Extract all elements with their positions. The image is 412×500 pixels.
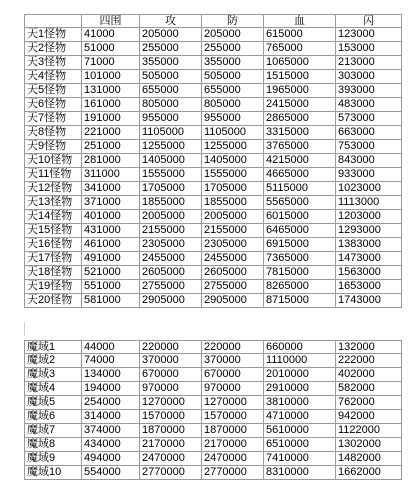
cell-siwei[interactable]: 401000 — [82, 210, 140, 224]
cell-gong[interactable]: 505000 — [140, 70, 202, 84]
cell-gong[interactable]: 2470000 — [140, 452, 202, 466]
cell-siwei[interactable]: 51000 — [82, 42, 140, 56]
cell-name[interactable]: 魔域3 — [24, 368, 82, 382]
cell-xue[interactable]: 615000 — [264, 28, 336, 42]
cell-fang[interactable]: 670000 — [202, 368, 264, 382]
tian-row — [0, 112, 412, 126]
cell-shan[interactable]: 1113000 — [336, 196, 402, 210]
cell-gong[interactable]: 255000 — [140, 42, 202, 56]
tian-row — [0, 140, 412, 154]
tian-row — [0, 294, 412, 308]
cell-shan[interactable]: 222000 — [336, 354, 402, 368]
cell-name[interactable]: 天20怪物 — [24, 294, 82, 308]
moyu-row — [0, 368, 412, 382]
cell-gong[interactable]: 2305000 — [140, 238, 202, 252]
cell-siwei[interactable]: 191000 — [82, 112, 140, 126]
cell-name[interactable]: 天16怪物 — [24, 238, 82, 252]
moyu-row — [0, 396, 412, 410]
cell-name[interactable]: 魔域10 — [24, 466, 82, 480]
cell-xue[interactable]: 4215000 — [264, 154, 336, 168]
cell-name[interactable]: 天6怪物 — [24, 98, 82, 112]
cell-fang[interactable]: 1555000 — [202, 168, 264, 182]
moyu-row — [0, 410, 412, 424]
cell-gong[interactable]: 1255000 — [140, 140, 202, 154]
cell-xue[interactable]: 1110000 — [264, 354, 336, 368]
cell-gong[interactable]: 1270000 — [140, 396, 202, 410]
cell-xue[interactable]: 2415000 — [264, 98, 336, 112]
cell-fang[interactable]: 2305000 — [202, 238, 264, 252]
cell-shan[interactable]: 1122000 — [336, 424, 402, 438]
cell-siwei[interactable]: 71000 — [82, 56, 140, 70]
cell-gong[interactable]: 2755000 — [140, 280, 202, 294]
cell-gong[interactable]: 1570000 — [140, 410, 202, 424]
cell-fang[interactable]: 1105000 — [202, 126, 264, 140]
cell-shan[interactable]: 753000 — [336, 140, 402, 154]
cell-xue[interactable]: 6510000 — [264, 438, 336, 452]
cell-siwei[interactable]: 431000 — [82, 224, 140, 238]
tian-row — [0, 280, 412, 294]
moyu-row — [0, 382, 412, 396]
cell-fang[interactable]: 955000 — [202, 112, 264, 126]
cell-shan[interactable]: 483000 — [336, 98, 402, 112]
cell-xue[interactable]: 1965000 — [264, 84, 336, 98]
cell-xue[interactable]: 6915000 — [264, 238, 336, 252]
cell-shan[interactable]: 393000 — [336, 84, 402, 98]
cell-name[interactable]: 魔域7 — [24, 424, 82, 438]
cell-xue[interactable]: 3315000 — [264, 126, 336, 140]
cell-shan[interactable]: 402000 — [336, 368, 402, 382]
cell-fang[interactable]: 2155000 — [202, 224, 264, 238]
cell-xue[interactable]: 6465000 — [264, 224, 336, 238]
cell-shan[interactable]: 942000 — [336, 410, 402, 424]
cell-name[interactable]: 魔域6 — [24, 410, 82, 424]
cell-fang[interactable]: 255000 — [202, 42, 264, 56]
cell-siwei[interactable]: 341000 — [82, 182, 140, 196]
cell-siwei[interactable]: 491000 — [82, 252, 140, 266]
cell-gong[interactable]: 655000 — [140, 84, 202, 98]
cell-xue[interactable]: 4710000 — [264, 410, 336, 424]
tian-row — [0, 126, 412, 140]
cell-name[interactable]: 天4怪物 — [24, 70, 82, 84]
cell-fang[interactable]: 1705000 — [202, 182, 264, 196]
cell-shan[interactable]: 1473000 — [336, 252, 402, 266]
cell-siwei[interactable]: 494000 — [82, 452, 140, 466]
cell-siwei[interactable]: 254000 — [82, 396, 140, 410]
cell-name[interactable]: 天17怪物 — [24, 252, 82, 266]
cell-fang[interactable]: 1255000 — [202, 140, 264, 154]
cell-gong[interactable]: 1855000 — [140, 196, 202, 210]
moyu-row — [0, 452, 412, 466]
tian-row — [0, 196, 412, 210]
cell-siwei[interactable]: 581000 — [82, 294, 140, 308]
cell-fang[interactable]: 205000 — [202, 28, 264, 42]
cell-xue[interactable]: 1065000 — [264, 56, 336, 70]
moyu-row — [0, 466, 412, 480]
cell-gong[interactable]: 955000 — [140, 112, 202, 126]
cell-shan[interactable]: 1302000 — [336, 438, 402, 452]
cell-xue[interactable]: 4665000 — [264, 168, 336, 182]
empty-row[interactable] — [24, 322, 402, 336]
cell-siwei[interactable]: 551000 — [82, 280, 140, 294]
moyu-row — [0, 354, 412, 368]
cell-fang[interactable]: 1570000 — [202, 410, 264, 424]
cell-name[interactable]: 天5怪物 — [24, 84, 82, 98]
cell-xue[interactable]: 2865000 — [264, 112, 336, 126]
cell-shan[interactable]: 663000 — [336, 126, 402, 140]
cell-xue[interactable]: 7410000 — [264, 452, 336, 466]
tian-row — [0, 84, 412, 98]
header-cell-shan[interactable]: 闪 — [336, 14, 402, 28]
tian-row — [0, 210, 412, 224]
cell-fang[interactable]: 1405000 — [202, 154, 264, 168]
cell-shan[interactable]: 582000 — [336, 382, 402, 396]
tian-row — [0, 238, 412, 252]
cell-siwei[interactable]: 74000 — [82, 354, 140, 368]
cell-fang[interactable]: 2770000 — [202, 466, 264, 480]
tian-row — [0, 98, 412, 112]
cell-gong[interactable]: 1555000 — [140, 168, 202, 182]
cell-siwei[interactable]: 554000 — [82, 466, 140, 480]
cell-shan[interactable]: 1293000 — [336, 224, 402, 238]
moyu-row — [0, 340, 412, 354]
cell-gong[interactable]: 2170000 — [140, 438, 202, 452]
cell-gong[interactable]: 970000 — [140, 382, 202, 396]
header-row — [0, 14, 412, 28]
cell-fang[interactable]: 805000 — [202, 98, 264, 112]
cell-xue[interactable]: 660000 — [264, 340, 336, 354]
cell-siwei[interactable]: 374000 — [82, 424, 140, 438]
cell-name[interactable]: 天19怪物 — [24, 280, 82, 294]
tian-row — [0, 70, 412, 84]
cell-fang[interactable]: 2605000 — [202, 266, 264, 280]
cell-name[interactable]: 天15怪物 — [24, 224, 82, 238]
cell-gong[interactable]: 220000 — [140, 340, 202, 354]
header-cell-siwei[interactable]: 四围 — [82, 14, 140, 28]
cell-siwei[interactable]: 461000 — [82, 238, 140, 252]
moyu-row — [0, 438, 412, 452]
cell-name[interactable]: 天12怪物 — [24, 182, 82, 196]
cell-name[interactable]: 天9怪物 — [24, 140, 82, 154]
cell-shan[interactable]: 1383000 — [336, 238, 402, 252]
cell-shan[interactable]: 1482000 — [336, 452, 402, 466]
cell-name[interactable]: 天18怪物 — [24, 266, 82, 280]
cell-xue[interactable]: 7815000 — [264, 266, 336, 280]
cell-gong[interactable]: 1870000 — [140, 424, 202, 438]
cell-fang[interactable]: 2005000 — [202, 210, 264, 224]
cell-fang[interactable]: 655000 — [202, 84, 264, 98]
cell-shan[interactable]: 1203000 — [336, 210, 402, 224]
moyu-row — [0, 424, 412, 438]
cell-siwei[interactable]: 44000 — [82, 340, 140, 354]
cell-gong[interactable]: 205000 — [140, 28, 202, 42]
tian-row — [0, 28, 412, 42]
cell-shan[interactable]: 933000 — [336, 168, 402, 182]
cell-siwei[interactable]: 281000 — [82, 154, 140, 168]
cell-fang[interactable]: 970000 — [202, 382, 264, 396]
cell-siwei[interactable]: 161000 — [82, 98, 140, 112]
cell-name[interactable]: 天11怪物 — [24, 168, 82, 182]
tian-row — [0, 182, 412, 196]
cell-siwei[interactable]: 314000 — [82, 410, 140, 424]
cell-gong[interactable]: 2905000 — [140, 294, 202, 308]
cell-xue[interactable]: 3810000 — [264, 396, 336, 410]
cell-xue[interactable]: 5565000 — [264, 196, 336, 210]
cell-siwei[interactable]: 134000 — [82, 368, 140, 382]
cell-name[interactable]: 魔域1 — [24, 340, 82, 354]
cell-shan[interactable]: 1023000 — [336, 182, 402, 196]
tian-row — [0, 154, 412, 168]
tian-row — [0, 56, 412, 70]
cell-fang[interactable]: 2170000 — [202, 438, 264, 452]
cell-shan[interactable]: 1662000 — [336, 466, 402, 480]
cell-shan[interactable]: 213000 — [336, 56, 402, 70]
cell-siwei[interactable]: 221000 — [82, 126, 140, 140]
cell-shan[interactable]: 573000 — [336, 112, 402, 126]
cell-xue[interactable]: 6015000 — [264, 210, 336, 224]
cell-xue[interactable]: 8310000 — [264, 466, 336, 480]
cell-fang[interactable]: 2455000 — [202, 252, 264, 266]
cell-gong[interactable]: 2455000 — [140, 252, 202, 266]
header-cell-gong[interactable]: 攻 — [140, 14, 202, 28]
cell-name[interactable]: 魔域8 — [24, 438, 82, 452]
cell-xue[interactable]: 5610000 — [264, 424, 336, 438]
cell-gong[interactable]: 1405000 — [140, 154, 202, 168]
cell-fang[interactable]: 505000 — [202, 70, 264, 84]
cell-siwei[interactable]: 194000 — [82, 382, 140, 396]
cell-siwei[interactable]: 251000 — [82, 140, 140, 154]
cell-siwei[interactable]: 101000 — [82, 70, 140, 84]
cell-shan[interactable]: 762000 — [336, 396, 402, 410]
cell-fang[interactable]: 1855000 — [202, 196, 264, 210]
cell-fang[interactable]: 1270000 — [202, 396, 264, 410]
cell-gong[interactable]: 1105000 — [140, 126, 202, 140]
cell-gong[interactable]: 670000 — [140, 368, 202, 382]
cell-fang[interactable]: 1870000 — [202, 424, 264, 438]
cell-name[interactable]: 天10怪物 — [24, 154, 82, 168]
cell-shan[interactable]: 1563000 — [336, 266, 402, 280]
cell-siwei[interactable]: 41000 — [82, 28, 140, 42]
cell-siwei[interactable]: 434000 — [82, 438, 140, 452]
cell-shan[interactable]: 1743000 — [336, 294, 402, 308]
cell-xue[interactable]: 8715000 — [264, 294, 336, 308]
cell-name[interactable]: 天13怪物 — [24, 196, 82, 210]
cell-shan[interactable]: 153000 — [336, 42, 402, 56]
cell-fang[interactable]: 220000 — [202, 340, 264, 354]
cell-fang[interactable]: 370000 — [202, 354, 264, 368]
cell-siwei[interactable]: 371000 — [82, 196, 140, 210]
cell-xue[interactable]: 765000 — [264, 42, 336, 56]
cell-fang[interactable]: 2470000 — [202, 452, 264, 466]
cell-siwei[interactable]: 521000 — [82, 266, 140, 280]
cell-xue[interactable]: 8265000 — [264, 280, 336, 294]
cell-gong[interactable]: 2005000 — [140, 210, 202, 224]
cell-name[interactable]: 天7怪物 — [24, 112, 82, 126]
cell-shan[interactable]: 123000 — [336, 28, 402, 42]
cell-gong[interactable]: 1705000 — [140, 182, 202, 196]
cell-fang[interactable]: 2905000 — [202, 294, 264, 308]
cell-siwei[interactable]: 311000 — [82, 168, 140, 182]
header-cell-name[interactable] — [24, 14, 82, 28]
cell-xue[interactable]: 2910000 — [264, 382, 336, 396]
cell-fang[interactable]: 355000 — [202, 56, 264, 70]
cell-name[interactable]: 天8怪物 — [24, 126, 82, 140]
tian-row — [0, 266, 412, 280]
cell-fang[interactable]: 2755000 — [202, 280, 264, 294]
cell-name[interactable]: 魔域4 — [24, 382, 82, 396]
header-cell-fang[interactable]: 防 — [202, 14, 264, 28]
cell-xue[interactable]: 5115000 — [264, 182, 336, 196]
cell-xue[interactable]: 1515000 — [264, 70, 336, 84]
cell-name[interactable]: 魔域9 — [24, 452, 82, 466]
cell-gong[interactable]: 2155000 — [140, 224, 202, 238]
cell-xue[interactable]: 3765000 — [264, 140, 336, 154]
cell-xue[interactable]: 7365000 — [264, 252, 336, 266]
cell-gong[interactable]: 805000 — [140, 98, 202, 112]
cell-name[interactable]: 天2怪物 — [24, 42, 82, 56]
cell-shan[interactable]: 843000 — [336, 154, 402, 168]
cell-name[interactable]: 天14怪物 — [24, 210, 82, 224]
cell-shan[interactable]: 132000 — [336, 340, 402, 354]
cell-siwei[interactable]: 131000 — [82, 84, 140, 98]
tian-row — [0, 168, 412, 182]
cell-gong[interactable]: 370000 — [140, 354, 202, 368]
cell-gong[interactable]: 2605000 — [140, 266, 202, 280]
tian-row — [0, 252, 412, 266]
cell-shan[interactable]: 1653000 — [336, 280, 402, 294]
header-cell-xue[interactable]: 血 — [264, 14, 336, 28]
cell-shan[interactable]: 303000 — [336, 70, 402, 84]
tian-row — [0, 224, 412, 238]
tian-row — [0, 42, 412, 56]
cell-name[interactable]: 天1怪物 — [24, 28, 82, 42]
cell-name[interactable]: 魔域5 — [24, 396, 82, 410]
cell-name[interactable]: 天3怪物 — [24, 56, 82, 70]
cell-name[interactable]: 魔域2 — [24, 354, 82, 368]
cell-xue[interactable]: 2010000 — [264, 368, 336, 382]
cell-gong[interactable]: 355000 — [140, 56, 202, 70]
cell-gong[interactable]: 2770000 — [140, 466, 202, 480]
